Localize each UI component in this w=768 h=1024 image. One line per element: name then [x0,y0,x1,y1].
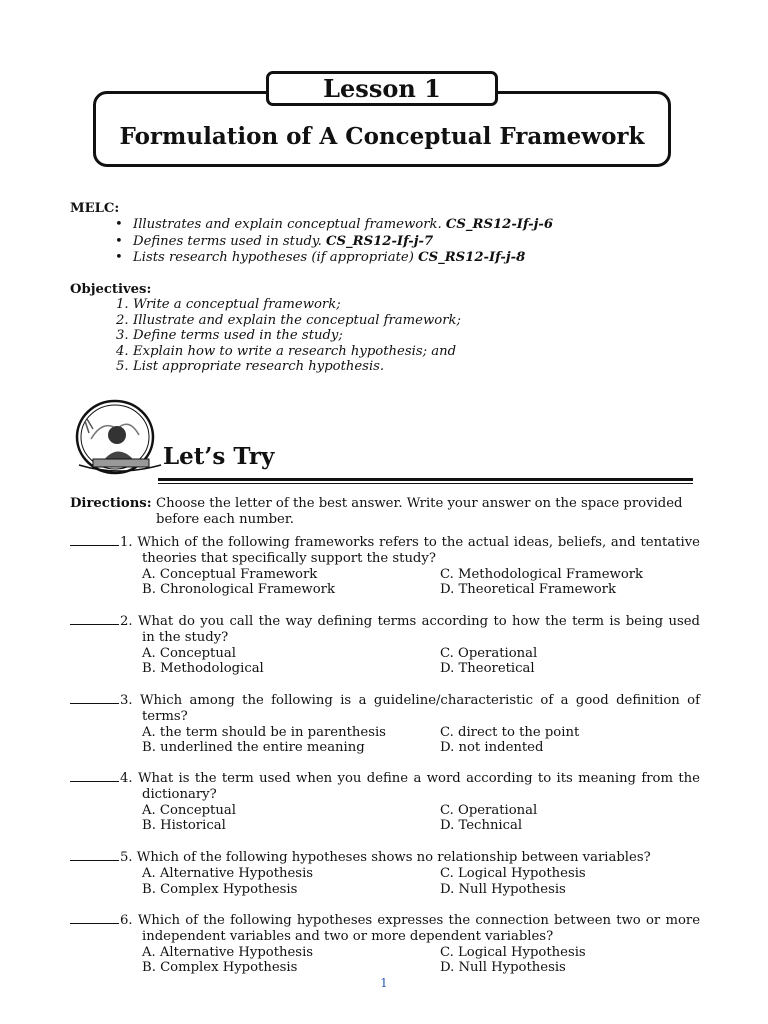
divider [158,478,693,481]
list-item: • Lists research hypotheses (if appropriate) CS_RS12-If-j-8 [133,250,553,267]
objectives-list [116,297,461,375]
lesson-number: Lesson 1 [266,71,498,106]
question-5: 5. Which of the following hypotheses shows no relationship between variables? A. Alternative Hypothesis C. Logical Hypothesis B. Complex Hypothesis D. Null Hypothesis [70,850,700,897]
page-number: 1 [380,976,388,990]
melc-list [133,217,553,267]
question-2: 2. What do you call the way defining terms according to how the term is being used in the study? A. Conceptual C. Operational B. Methodological D. Theoretical [70,614,700,677]
question-4: 4. What is the term used when you define a word according to its meaning from the dictionary? A. Conceptual C. Operational B. Historical D. Technical [70,771,700,834]
lets-try-heading: Let’s Try [163,443,275,470]
answer-blank[interactable] [70,614,119,625]
directions-text: Choose the letter of the best answer. Write your answer on the space provided before each number. [156,496,683,527]
list-item: • Defines terms used in study. CS_RS12-If-j-7 [133,234,553,251]
question-1: 1. Which of the following frameworks refers to the actual ideas, beliefs, and tentative theories that specifically support the study? A. Conceptual Framework C. Methodological Framework B. Chronological Framework D. Theoretical Framework [70,535,700,598]
objectives-label: Objectives: [70,282,152,297]
list-item: 2. Illustrate and explain the conceptual framework; [116,312,461,328]
list-item: 4. Explain how to write a research hypothesis; and [116,343,457,359]
directions [70,496,700,527]
answer-blank[interactable] [70,693,119,704]
answer-blank[interactable] [70,913,119,924]
lesson-title: Formulation of A Conceptual Framework [119,123,645,150]
answer-blank[interactable] [70,771,119,782]
divider [158,483,693,484]
list-item: • Illustrates and explain conceptual framework. CS_RS12-If-j-6 [133,217,553,234]
question-3: 3. Which among the following is a guideline/characteristic of a good definition of terms? A. the term should be in parenthesis C. direct to the point B. underlined the entire meaning D. not indented [70,693,700,756]
list-item: 3. Define terms used in the study; [116,328,343,344]
list-item: 5. List appropriate research hypothesis. [116,359,385,375]
question-6: 6. Which of the following hypotheses expresses the connection between two or more independent variables and two or more dependent variables? A. Alternative Hypothesis C. Logical Hypothesis B. Complex Hypothesis D. Null Hypothesis [70,913,700,976]
directions-label: Directions: [70,496,152,511]
answer-blank[interactable] [70,535,119,546]
list-item: 1. Write a conceptual framework; [116,297,341,312]
answer-blank[interactable] [70,850,119,861]
melc-label: MELC: [70,201,120,216]
student-writing-emblem-icon [73,399,163,479]
